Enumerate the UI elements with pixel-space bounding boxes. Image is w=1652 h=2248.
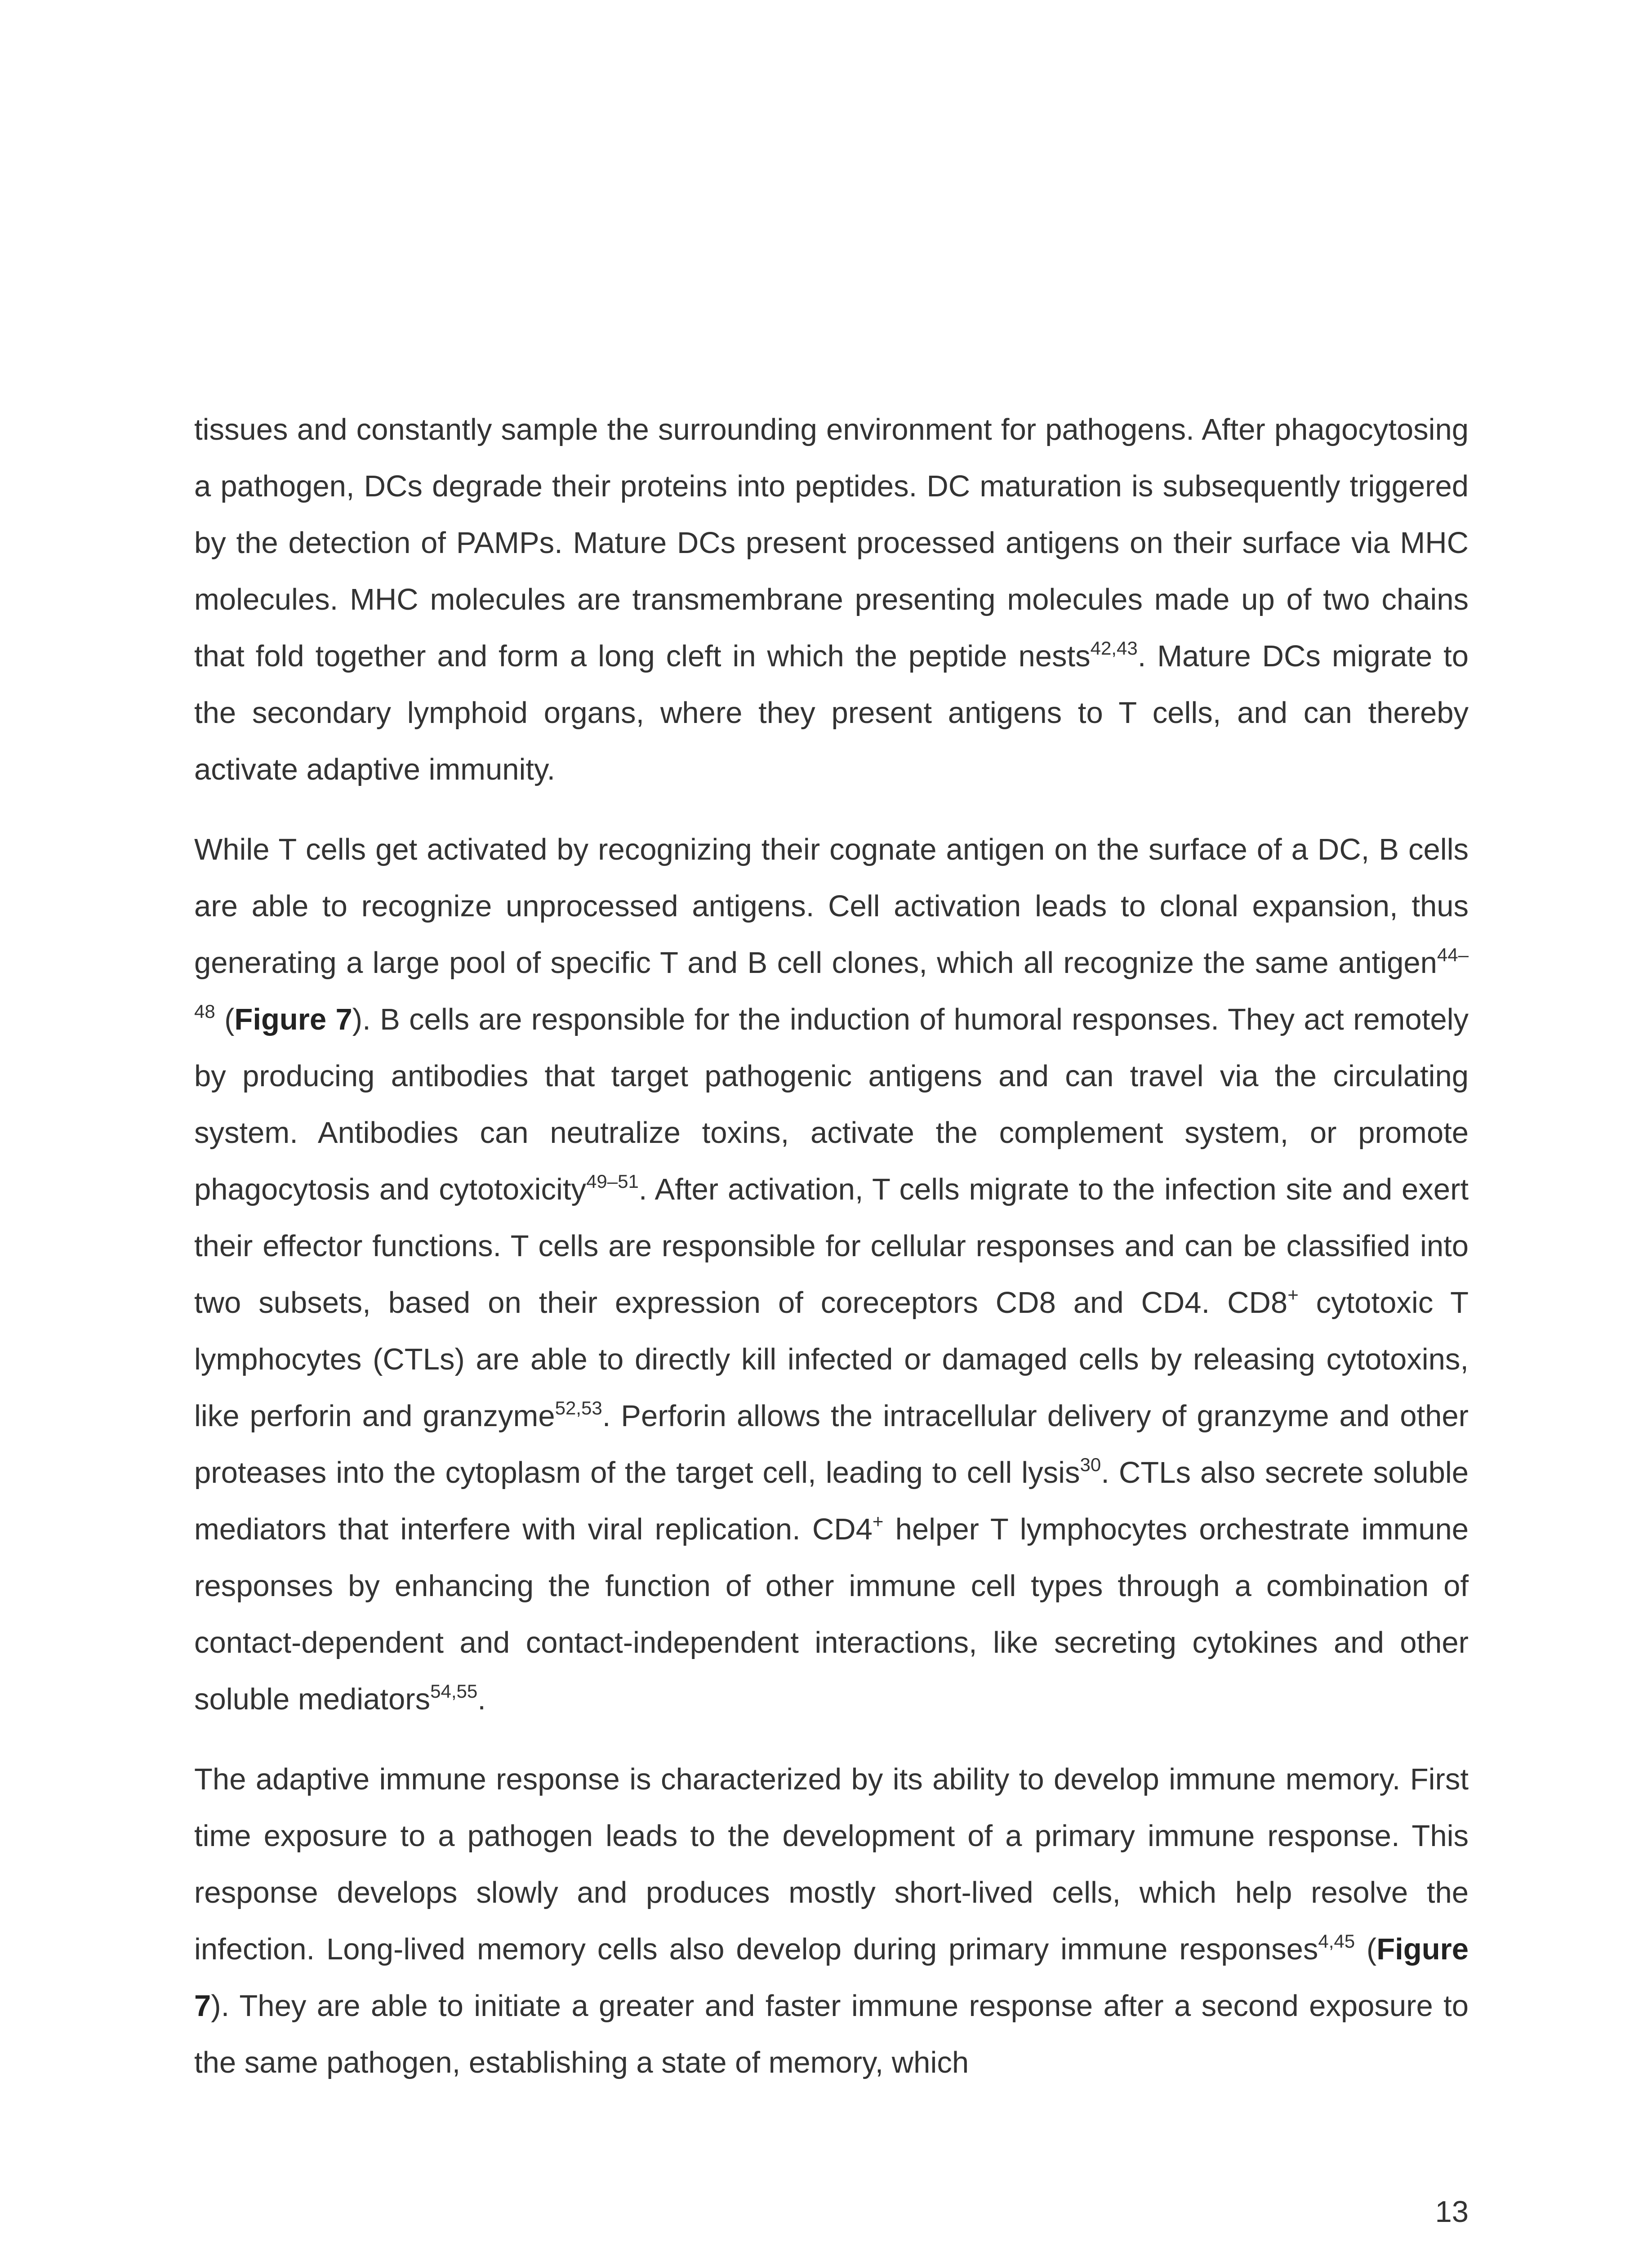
- citation-superscript: 54,55: [430, 1681, 478, 1702]
- text-run: tissues and constantly sample the surrounding environment for pathogens. After phagocytosing a pathogen, DCs degrade their proteins into peptides. DC maturation is subsequently triggered by the detection of PAMPs. Mature DCs present processed antigens on their surface via MHC molecules. MHC molecules are transmembrane presenting molecules made up of two chains that fold together and form a long cleft in which the peptide nests: [194, 413, 1469, 673]
- figure-reference: Figure 7: [194, 1932, 1469, 2023]
- text-run: ). They are able to initiate a greater and faster immune response after a second exposure to the same pathogen, establishing a state of memory, which: [194, 1989, 1469, 2079]
- citation-superscript: 49–51: [586, 1171, 639, 1192]
- paragraph: [194, 821, 1469, 1728]
- text-run: While T cells get activated by recognizing their cognate antigen on the surface of a DC, B cells are able to recognize unprocessed antigens. Cell activation leads to clonal expansion, thus generating a large pool of specific T and B cell clones, which all recognize the same antigen: [194, 833, 1469, 980]
- text-run: cytotoxic T lymphocytes (CTLs) are able to directly kill infected or damaged cells by releasing cytotoxins, like perforin and granzyme: [194, 1286, 1469, 1433]
- text-run: (: [215, 1003, 235, 1036]
- citation-superscript: 30: [1080, 1454, 1101, 1475]
- citation-superscript: 44–48: [194, 944, 1469, 1022]
- text-run: .: [477, 1682, 486, 1716]
- text-run: The adaptive immune response is characterized by its ability to develop immune memory. First time exposure to a pathogen leads to the development of a primary immune response. This response develops slowly and produces mostly short-lived cells, which help resolve the infection. Long-lived memory cells also develop during primary immune responses: [194, 1762, 1469, 1966]
- text-run: (: [1355, 1932, 1377, 1966]
- paragraph: [194, 401, 1469, 798]
- citation-superscript: 4,45: [1318, 1931, 1355, 1952]
- citation-superscript: +: [1287, 1284, 1299, 1305]
- text-run: ). B cells are responsible for the induction of humoral responses. They act remotely by producing antibodies that target pathogenic antigens and can travel via the circulating system. Antibodies can neutralize toxins, activate the complement system, or promote phagocytosis and cytotoxicity: [194, 1003, 1469, 1206]
- citation-superscript: 42,43: [1090, 638, 1138, 659]
- text-run: helper T lymphocytes orchestrate immune responses by enhancing the function of other immune cell types through a combination of contact-dependent and contact-independent interactions, like secreting cytokines and other soluble mediators: [194, 1512, 1469, 1716]
- paragraph: [194, 1751, 1469, 2091]
- text-run: . Perforin allows the intracellular delivery of granzyme and other proteases into the cytoplasm of the target cell, leading to cell lysis: [194, 1399, 1469, 1490]
- text-run: . Mature DCs migrate to the secondary lymphoid organs, where they present antigens to T cells, and can thereby activate adaptive immunity.: [194, 639, 1469, 786]
- figure-reference: Figure 7: [234, 1003, 352, 1036]
- citation-superscript: +: [872, 1511, 884, 1532]
- text-run: . After activation, T cells migrate to the infection site and exert their effector functions. T cells are responsible for cellular responses and can be classified into two subsets, based on their expression of coreceptors CD8 and CD4. CD8: [194, 1173, 1469, 1320]
- citation-superscript: 52,53: [555, 1397, 602, 1418]
- text-run: . CTLs also secrete soluble mediators that interfere with viral replication. CD4: [194, 1456, 1469, 1546]
- page-number: 13: [1435, 2195, 1469, 2229]
- body-text: [194, 401, 1469, 2091]
